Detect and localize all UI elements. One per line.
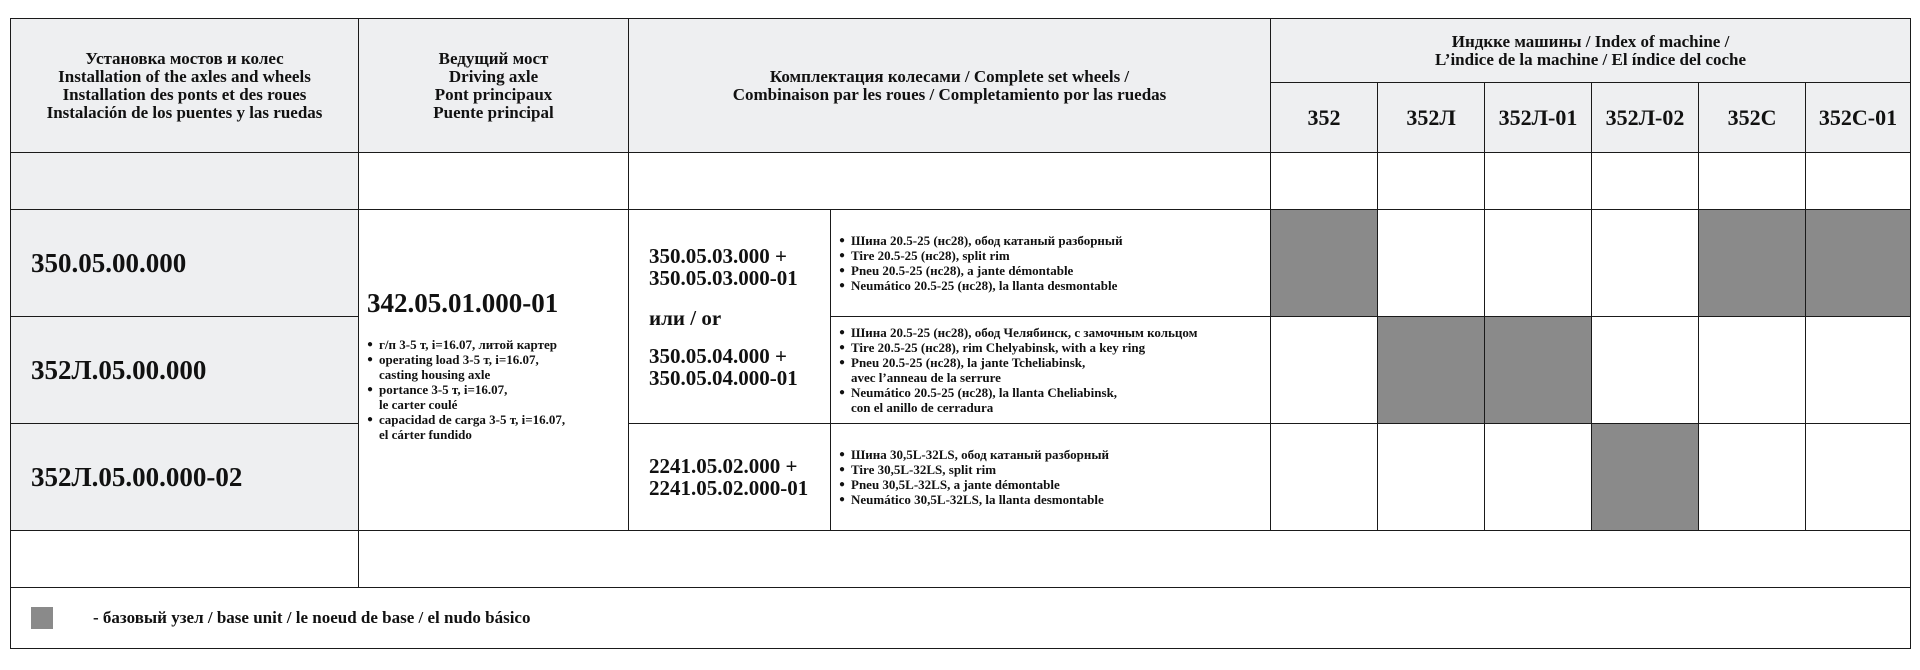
wheel-set-header-line2: Combinaison par les roues / Completamiento por las ruedas [732,84,1167,104]
combination-code: 2241.05.02.000-01 [649,476,809,500]
combination-code: 350.05.03.000 + [649,243,787,268]
empty-cell [1485,153,1592,210]
combination-code: 2241.05.02.000 + [649,454,798,478]
combination-option-3 [649,455,830,499]
empty-cell [359,531,1911,588]
base-unit-mark [1592,210,1699,317]
machine-index-352l: 352Л [1378,83,1485,153]
axle-notes-list [367,337,620,442]
installation-header-es: Instalación de los puentes y las ruedas [46,102,323,122]
wheel-set-header-line1: Комплектация колесами / Complete set wheels / [769,66,1130,86]
installation-header [11,19,359,153]
base-unit-mark [1378,424,1485,531]
axle-note: ● capacidad de carga 3-5 т, i=16.07, el cárter fundido [367,412,620,442]
wheel-description: ● Pneu 20.5-25 (нс28), la jante Tcheliabinsk, avec l’anneau de la serrure [839,355,1270,385]
base-unit-mark [1592,317,1699,424]
empty-cell [359,153,629,210]
base-unit-mark [1806,317,1911,424]
driving-axle-header [359,19,629,153]
specification-table-frame [10,18,1910,650]
base-unit-swatch [31,607,53,629]
base-unit-mark [1806,424,1911,531]
or-separator: или / or [649,305,722,330]
driving-axle-cell [359,210,629,531]
wheel-description: ● Neumático 30,5L-32LS, la llanta desmontable [839,492,1270,507]
driving-axle-header-ru: Ведущий мост [438,48,549,68]
empty-cell [1806,153,1911,210]
wheel-description: ● Tire 20.5-25 (нс28), split rim [839,248,1270,263]
wheel-description: ● Pneu 20.5-25 (нс28), a jante démontable [839,263,1270,278]
legend-cell [11,588,1911,649]
wheel-description-cell [831,424,1271,531]
empty-cell [1592,153,1699,210]
base-unit-mark [1699,424,1806,531]
machine-index-352s-01: 352С-01 [1806,83,1911,153]
table-row [11,424,1911,531]
base-unit-mark [1699,317,1806,424]
empty-row [11,153,1911,210]
table-row [11,317,1911,424]
machine-index-header-line1: Индкке машины / Index of machine / [1451,31,1730,51]
empty-cell [1378,153,1485,210]
legend-row [11,588,1911,649]
wheel-description-list [839,447,1270,507]
base-unit-mark [1378,317,1485,424]
assembly-code-cell: 352Л.05.00.000-02 [11,424,359,531]
wheel-description-cell [831,317,1271,424]
combination-code: 350.05.04.000-01 [649,365,798,390]
installation-header-fr: Installation des ponts et des roues [62,84,307,104]
axle-code: 342.05.01.000-01 [367,288,559,318]
base-unit-mark [1806,210,1911,317]
empty-cell [629,153,1271,210]
driving-axle-header-en: Driving axle [448,66,539,86]
base-unit-mark [1592,424,1699,531]
machine-index-352l-01: 352Л-01 [1485,83,1592,153]
base-unit-mark [1485,210,1592,317]
axle-wheel-spec-table [10,18,1911,649]
wheel-combination-cell [629,210,831,424]
base-unit-mark [1271,317,1378,424]
base-unit-mark [1378,210,1485,317]
table-row [11,210,1911,317]
wheel-description: ● Шина 30,5L-32LS, обод катаный разборный [839,447,1270,462]
driving-axle-header-es: Puente principal [433,102,554,122]
installation-header-en: Installation of the axles and wheels [58,66,311,86]
assembly-code-cell: 352Л.05.00.000 [11,317,359,424]
wheel-description-list [839,325,1270,415]
base-unit-mark [1485,317,1592,424]
wheel-description: ● Neumático 20.5-25 (нс28), la llanta desmontable [839,278,1270,293]
wheel-description: ● Шина 20.5-25 (нс28), обод катаный разборный [839,233,1270,248]
machine-index-header-line2: L’indice de la machine / El índice del coche [1435,49,1747,69]
combination-option-1 [649,245,830,289]
base-unit-mark [1699,210,1806,317]
legend [11,607,1910,629]
machine-index-352s: 352С [1699,83,1806,153]
wheel-description-cell [831,210,1271,317]
installation-header-ru: Установка мостов и колес [85,48,284,68]
wheel-combination-cell [629,424,831,531]
base-unit-mark [1271,210,1378,317]
blank-row [11,531,1911,588]
wheel-description: ● Neumático 20.5-25 (нс28), la llanta Cheliabinsk, con el anillo de cerradura [839,385,1270,415]
wheel-description: ● Шина 20.5-25 (нс28), обод Челябинск, с замочным кольцом [839,325,1270,340]
machine-index-352: 352 [1271,83,1378,153]
wheel-description: ● Tire 20.5-25 (нс28), rim Chelyabinsk, with a key ring [839,340,1270,355]
base-unit-mark [1485,424,1592,531]
machine-index-header [1271,19,1911,83]
machine-index-352l-02: 352Л-02 [1592,83,1699,153]
legend-text: - базовый узел / base unit / le noeud de base / el nudo básico [93,608,531,627]
wheel-description: ● Pneu 30,5L-32LS, a jante démontable [839,477,1270,492]
wheel-description-list [839,233,1270,293]
combination-option-2 [649,345,830,389]
base-unit-mark [1271,424,1378,531]
combination-code: 350.05.04.000 + [649,343,787,368]
axle-note: ● г/п 3-5 т, i=16.07, литой картер [367,337,620,352]
empty-cell [11,153,359,210]
axle-note: ● portance 3-5 т, i=16.07, le carter coulé [367,382,620,412]
wheel-description: ● Tire 30,5L-32LS, split rim [839,462,1270,477]
empty-cell [1271,153,1378,210]
assembly-code-cell: 350.05.00.000 [11,210,359,317]
empty-cell [11,531,359,588]
wheel-set-header [629,19,1271,153]
driving-axle-header-fr: Pont principaux [434,84,553,104]
empty-cell [1699,153,1806,210]
axle-note: ● operating load 3-5 т, i=16.07, casting housing axle [367,352,620,382]
combination-code: 350.05.03.000-01 [649,265,798,290]
